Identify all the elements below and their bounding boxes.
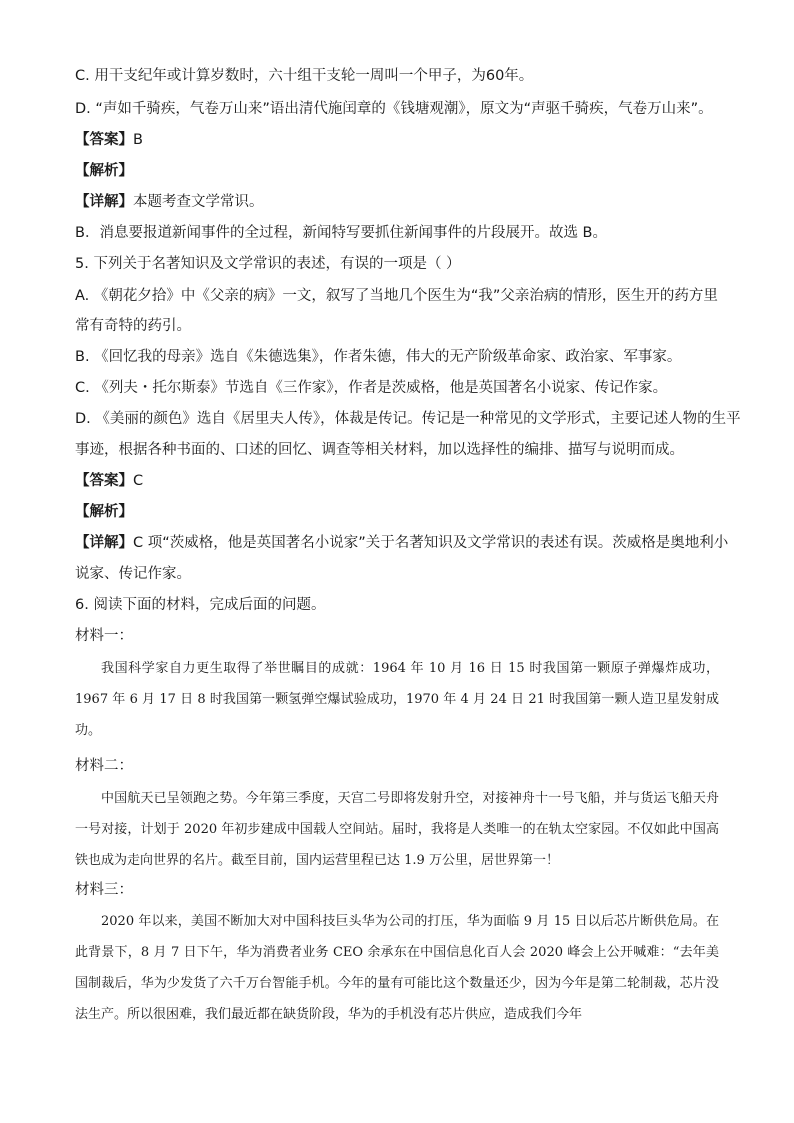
q5-answer (75, 471, 722, 491)
q5-option-d-line2: 事迹，根据各种书面的、口述的回忆、调查等相关材料，加以选择性的编排、描写与说明而成。 (75, 442, 684, 458)
q5-detail-line2: 说家、传记作家。 (75, 566, 191, 582)
q6-question: 6. 阅读下面的材料，完成后面的问题。 (75, 597, 326, 613)
q4-analysis-tag (75, 161, 722, 181)
answer-value: B (133, 132, 143, 148)
q5-option-c: C. 《列夫・托尔斯泰》节选自《三作家》，作者是茨威格，他是英国著名小说家、传记作家。 (75, 380, 668, 396)
q5-option-b: B. 《回忆我的母亲》选自《朱德选集》，作者朱德，伟大的无产阶级革命家、政治家、军事家。 (75, 349, 682, 365)
detail-text: C 项“茨威格，他是英国著名小说家”关于名著知识及文学常识的表述有误。茨威格是奥地利小 (133, 535, 729, 551)
material1-label: 材料一： (75, 628, 133, 644)
material3-label: 材料三： (75, 882, 133, 898)
q5-detail-line1 (75, 533, 729, 553)
detail-text: 本题考查文学常识。 (133, 194, 264, 210)
material2-text (75, 783, 719, 876)
q5-analysis-tag (75, 502, 722, 522)
material2-paragraph: 中国航天已呈领跑之势。今年第三季度，天宫二号即将发射升空，对接神舟十一号飞船，并与货运飞船天舟一号对接，计划于 2020 年初步建成中国载人空间站。届时，我将是人类唯一的在轨太空家园。不仅如此中国高铁也成为走向世界的名片。截至目前，国内运营里程已达 1.9 万公里，居世界第一！ (75, 791, 719, 868)
q4-answer (75, 130, 722, 150)
q4-option-c: C. 用干支纪年或计算岁数时，六十组干支轮一周叫一个甲子，为60年。 (75, 68, 534, 84)
q5-option-a-line2: 常有奇特的药引。 (75, 318, 191, 334)
material3-paragraph: 2020 年以来，美国不断加大对中国科技巨头华为公司的打压，华为面临 9 月 15 日以后芯片断供危局。在此背景下，8 月 7 日下午，华为消费者业务 CEO 余承东在中国信息化百人会 2020 峰会上公开喊难：“去年美国制裁后，华为少发货了六千万台智能手机。今年的量有可能比这个数量还少，因为今年是第二轮制裁，芯片没法生产。所以很困难，我们最近都在缺货阶段，华为的手机没有芯片供应，造成我们今年 (75, 914, 719, 1022)
detail-tag: 【详解】 (75, 535, 133, 551)
material2-label: 材料二： (75, 758, 133, 774)
material1-text (75, 653, 719, 746)
answer-tag: 【答案】 (75, 132, 133, 148)
q5-option-a-line1: A. 《朝花夕拾》中《父亲的病》一文，叙写了当地几个医生为“我”父亲治病的情形，医生开的药方里 (75, 288, 718, 304)
answer-tag: 【答案】 (75, 473, 133, 489)
q4-detail (75, 192, 722, 212)
analysis-tag: 【解析】 (75, 163, 133, 179)
material3-text (75, 906, 719, 1030)
analysis-tag: 【解析】 (75, 504, 133, 520)
material1-paragraph: 我国科学家自力更生取得了举世瞩目的成就：1964 年 10 月 16 日 15 时我国第一颗原子弹爆炸成功，1967 年 6 月 17 日 8 时我国第一颗氢弹空爆试验成功，1970 年 4 月 24 日 21 时我国第一颗人造卫星发射成功。 (75, 661, 719, 738)
q5-question: 5. 下列关于名著知识及文学常识的表述，有误的一项是（ ） (75, 256, 461, 272)
detail-tag: 【详解】 (75, 194, 133, 210)
q4-option-d: D. “声如千骑疾，气卷万山来”语出清代施闰章的《钱塘观潮》，原文为“声驱千骑疾，气卷万山来”。 (75, 101, 713, 117)
answer-value: C (133, 473, 144, 489)
q5-option-d-line1: D. 《美丽的颜色》选自《居里夫人传》，体裁是传记。传记是一种常见的文学形式，主要记述人物的生平 (75, 411, 741, 427)
q4-explanation: B．消息要报道新闻事件的全过程，新闻特写要抓住新闻事件的片段展开。故选 B。 (75, 225, 608, 241)
